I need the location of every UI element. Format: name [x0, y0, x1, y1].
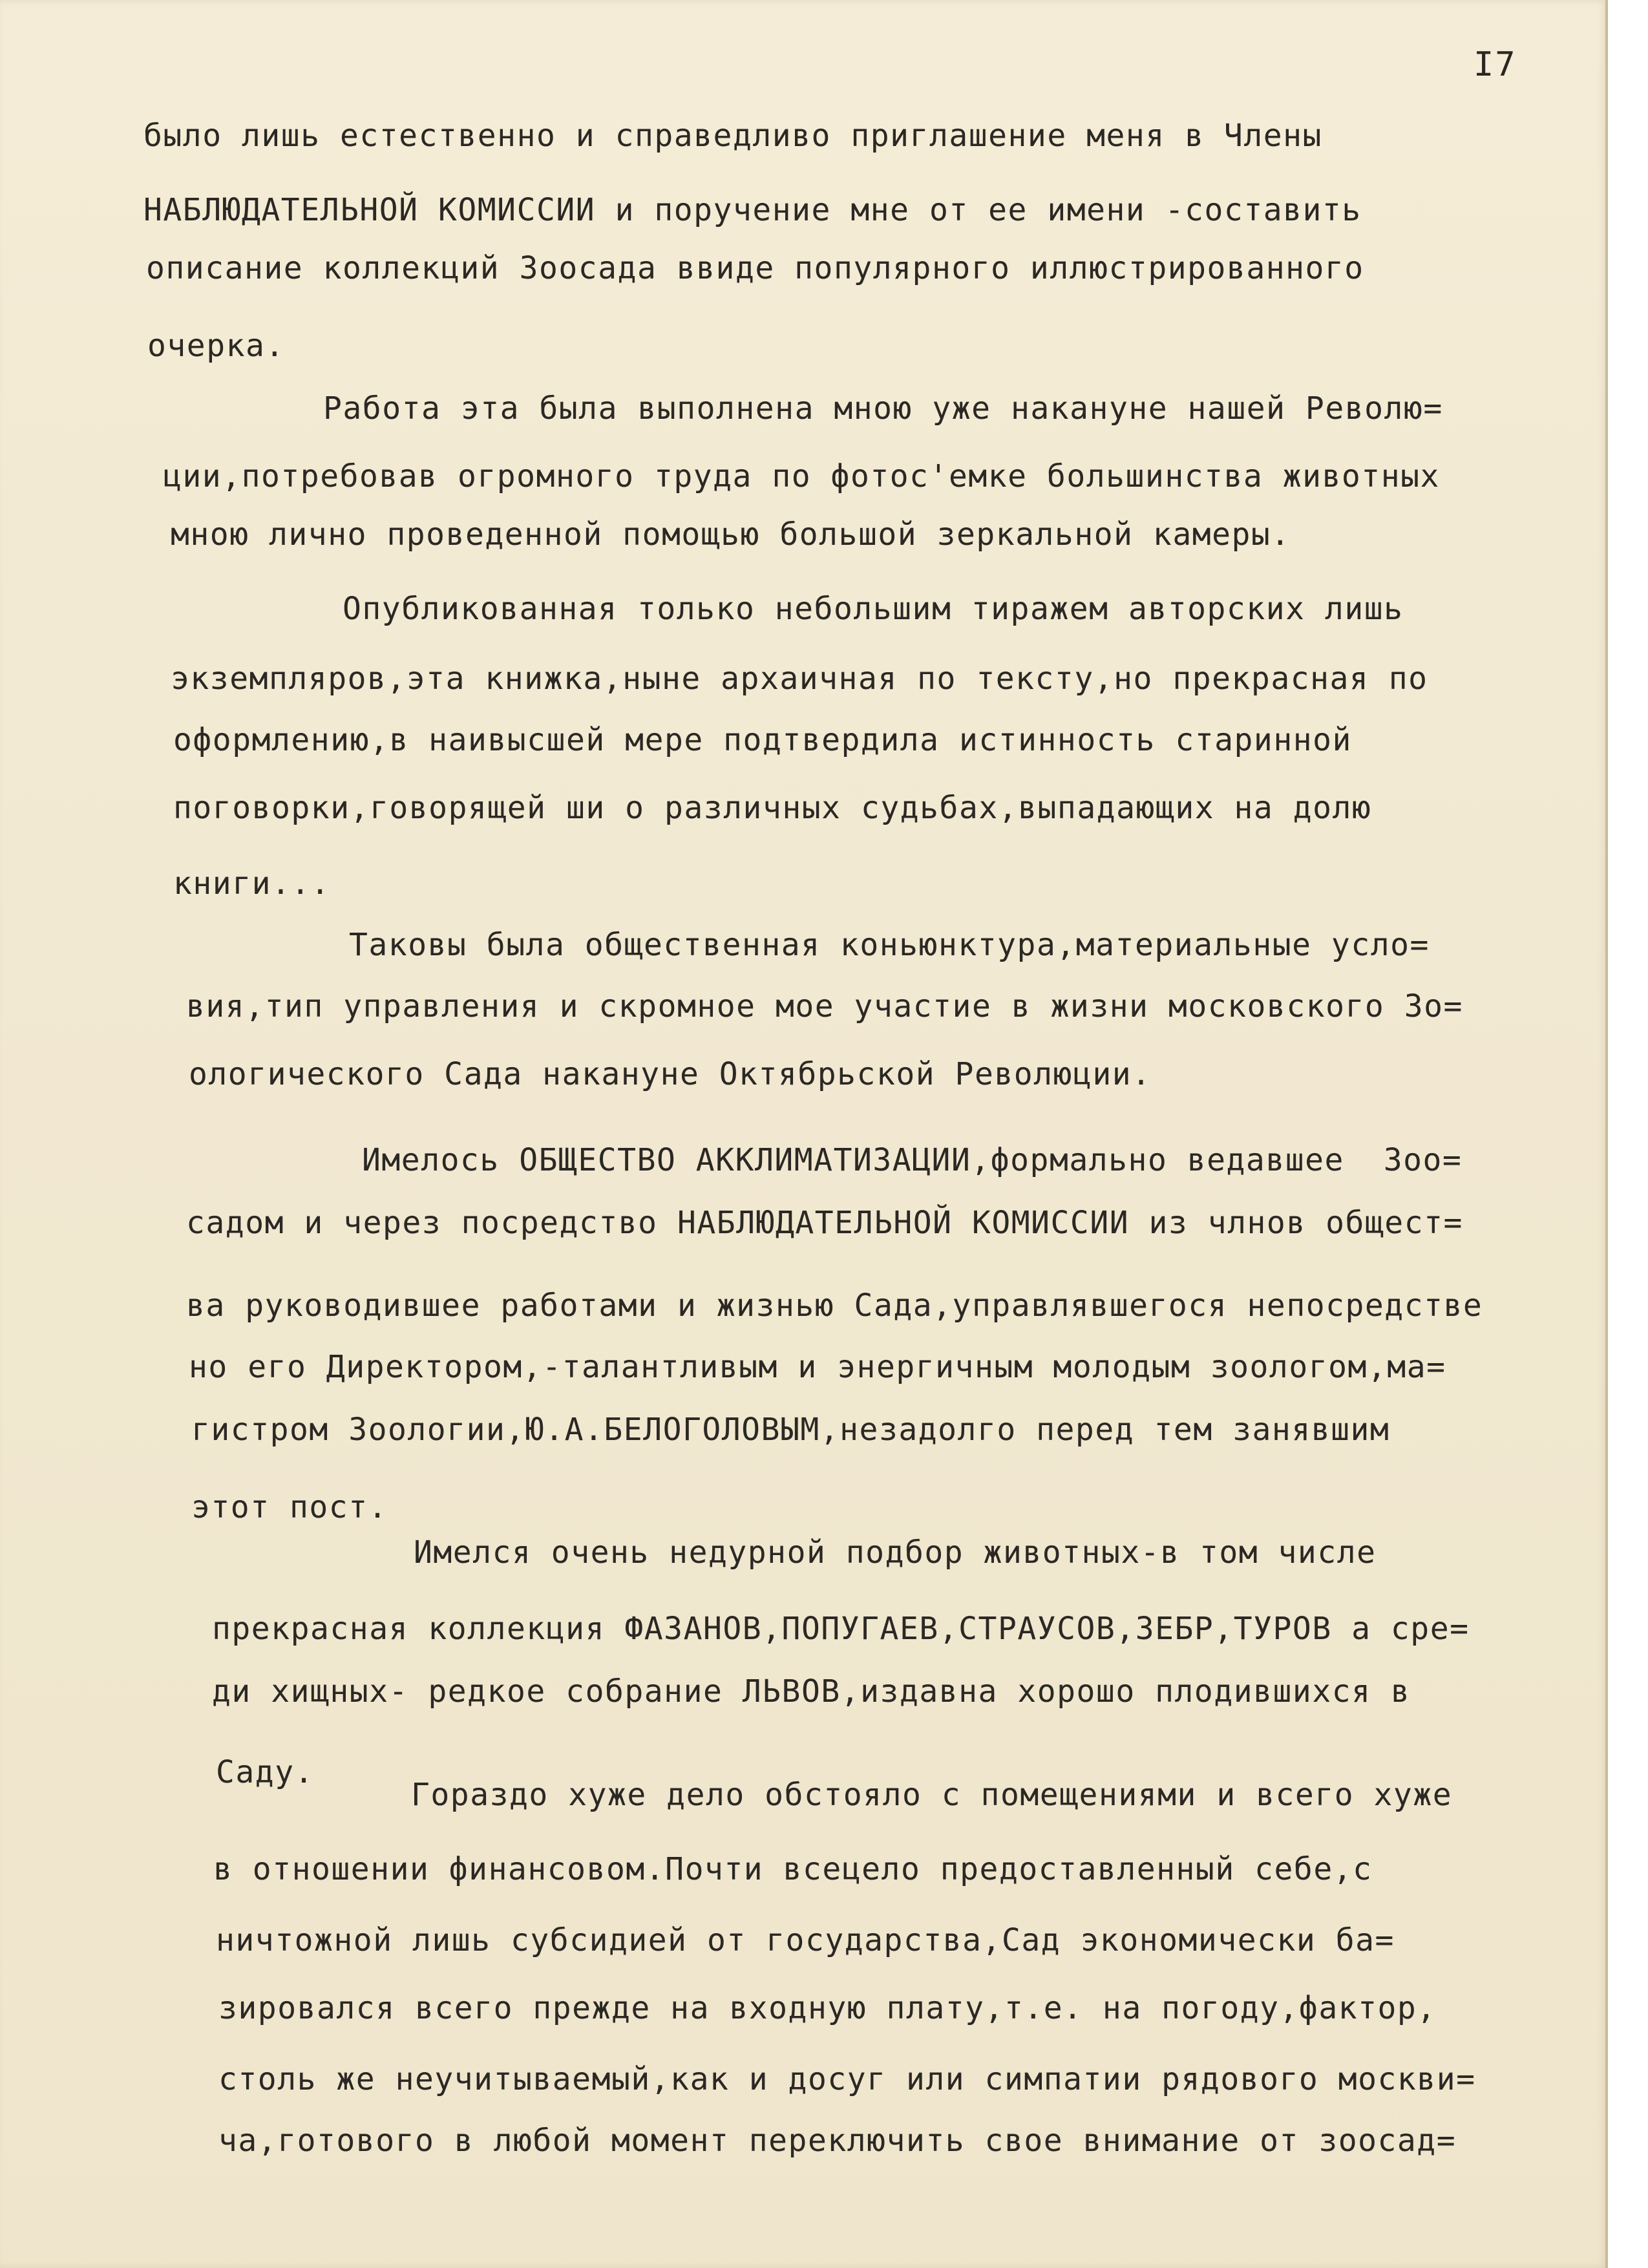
text-line: ции,потребовав огромного труда по фотос'емке большинства животных [163, 458, 1440, 494]
text-line: НАБЛЮДАТЕЛЬНОЙ КОМИССИИ и поручение мне от ее имени -составить [143, 192, 1362, 228]
text-line: ничтожной лишь субсидией от государства,Сад экономически ба= [216, 1922, 1395, 1958]
text-line: ча,готового в любой момент переключить свое внимание от зоосад= [218, 2123, 1457, 2159]
text-line: ди хищных- редкое собрание ЛЬВОВ,издавна хорошо плодившихся в [212, 1673, 1411, 1710]
text-line: книги... [173, 865, 331, 902]
text-line: Работа эта была выполнена мною уже накануне нашей Револю= [323, 390, 1443, 427]
text-line: экземпляров,эта книжка,ныне архаичная по тексту,но прекрасная по [171, 661, 1428, 697]
text-line: прекрасная коллекция ФАЗАНОВ,ПОПУГАЕВ,СТРАУСОВ,ЗЕБР,ТУРОВ а сре= [212, 1611, 1470, 1647]
text-line: ологического Сада накануне Октябрьской Революции. [189, 1056, 1152, 1092]
text-line: столь же неучитываемый,как и досуг или симпатии рядового москви= [218, 2061, 1476, 2097]
text-line: но его Директором,-талантливым и энергичным молодым зоологом,ма= [189, 1349, 1446, 1385]
text-line: Таковы была общественная коньюнктура,материальные усло= [349, 927, 1430, 963]
text-line: ва руководившее работами и жизнью Сада,управлявшегося непосредстве [186, 1288, 1483, 1324]
text-line: поговорки,говорящей ши о различных судьбах,выпадающих на долю [173, 790, 1372, 826]
text-line: зировался всего прежде на входную плату,т.е. на погоду,фактор, [218, 1990, 1437, 2026]
text-line: гистром Зоологии,Ю.А.БЕЛОГОЛОВЫМ,незадолго перед тем занявшим [191, 1412, 1390, 1448]
page-number: I7 [1474, 45, 1517, 84]
text-line: Гораздо хуже дело обстояло с помещениями и всего хуже [411, 1777, 1453, 1813]
text-line: Имелся очень недурной подбор животных-в том числе [414, 1534, 1377, 1571]
text-line: Саду. [216, 1754, 314, 1790]
text-line: оформлению,в наивысшей мере подтвердила истинность старинной [173, 722, 1352, 758]
text-line: в отношении финансовом.Почти всецело предоставленный себе,с [213, 1851, 1373, 1887]
text-line: описание коллекций Зоосада ввиде популярного иллюстрированного [146, 250, 1364, 286]
text-line: Имелось ОБЩЕСТВО АККЛИМАТИЗАЦИИ,формально ведавшее Зоо= [362, 1142, 1463, 1178]
text-line: садом и через посредство НАБЛЮДАТЕЛЬНОЙ КОМИССИИ из члнов общест= [186, 1205, 1463, 1241]
text-line: мною лично проведенной помощью большой зеркальной камеры. [171, 516, 1291, 553]
text-line: Опубликованная только небольшим тиражем авторских лишь [343, 591, 1404, 627]
text-line: очерка. [147, 328, 285, 364]
text-line: вия,тип управления и скромное мое участие в жизни московского Зо= [186, 988, 1463, 1024]
text-line: этот пост. [191, 1489, 388, 1525]
text-line: было лишь естественно и справедливо приглашение меня в Члены [143, 118, 1322, 154]
